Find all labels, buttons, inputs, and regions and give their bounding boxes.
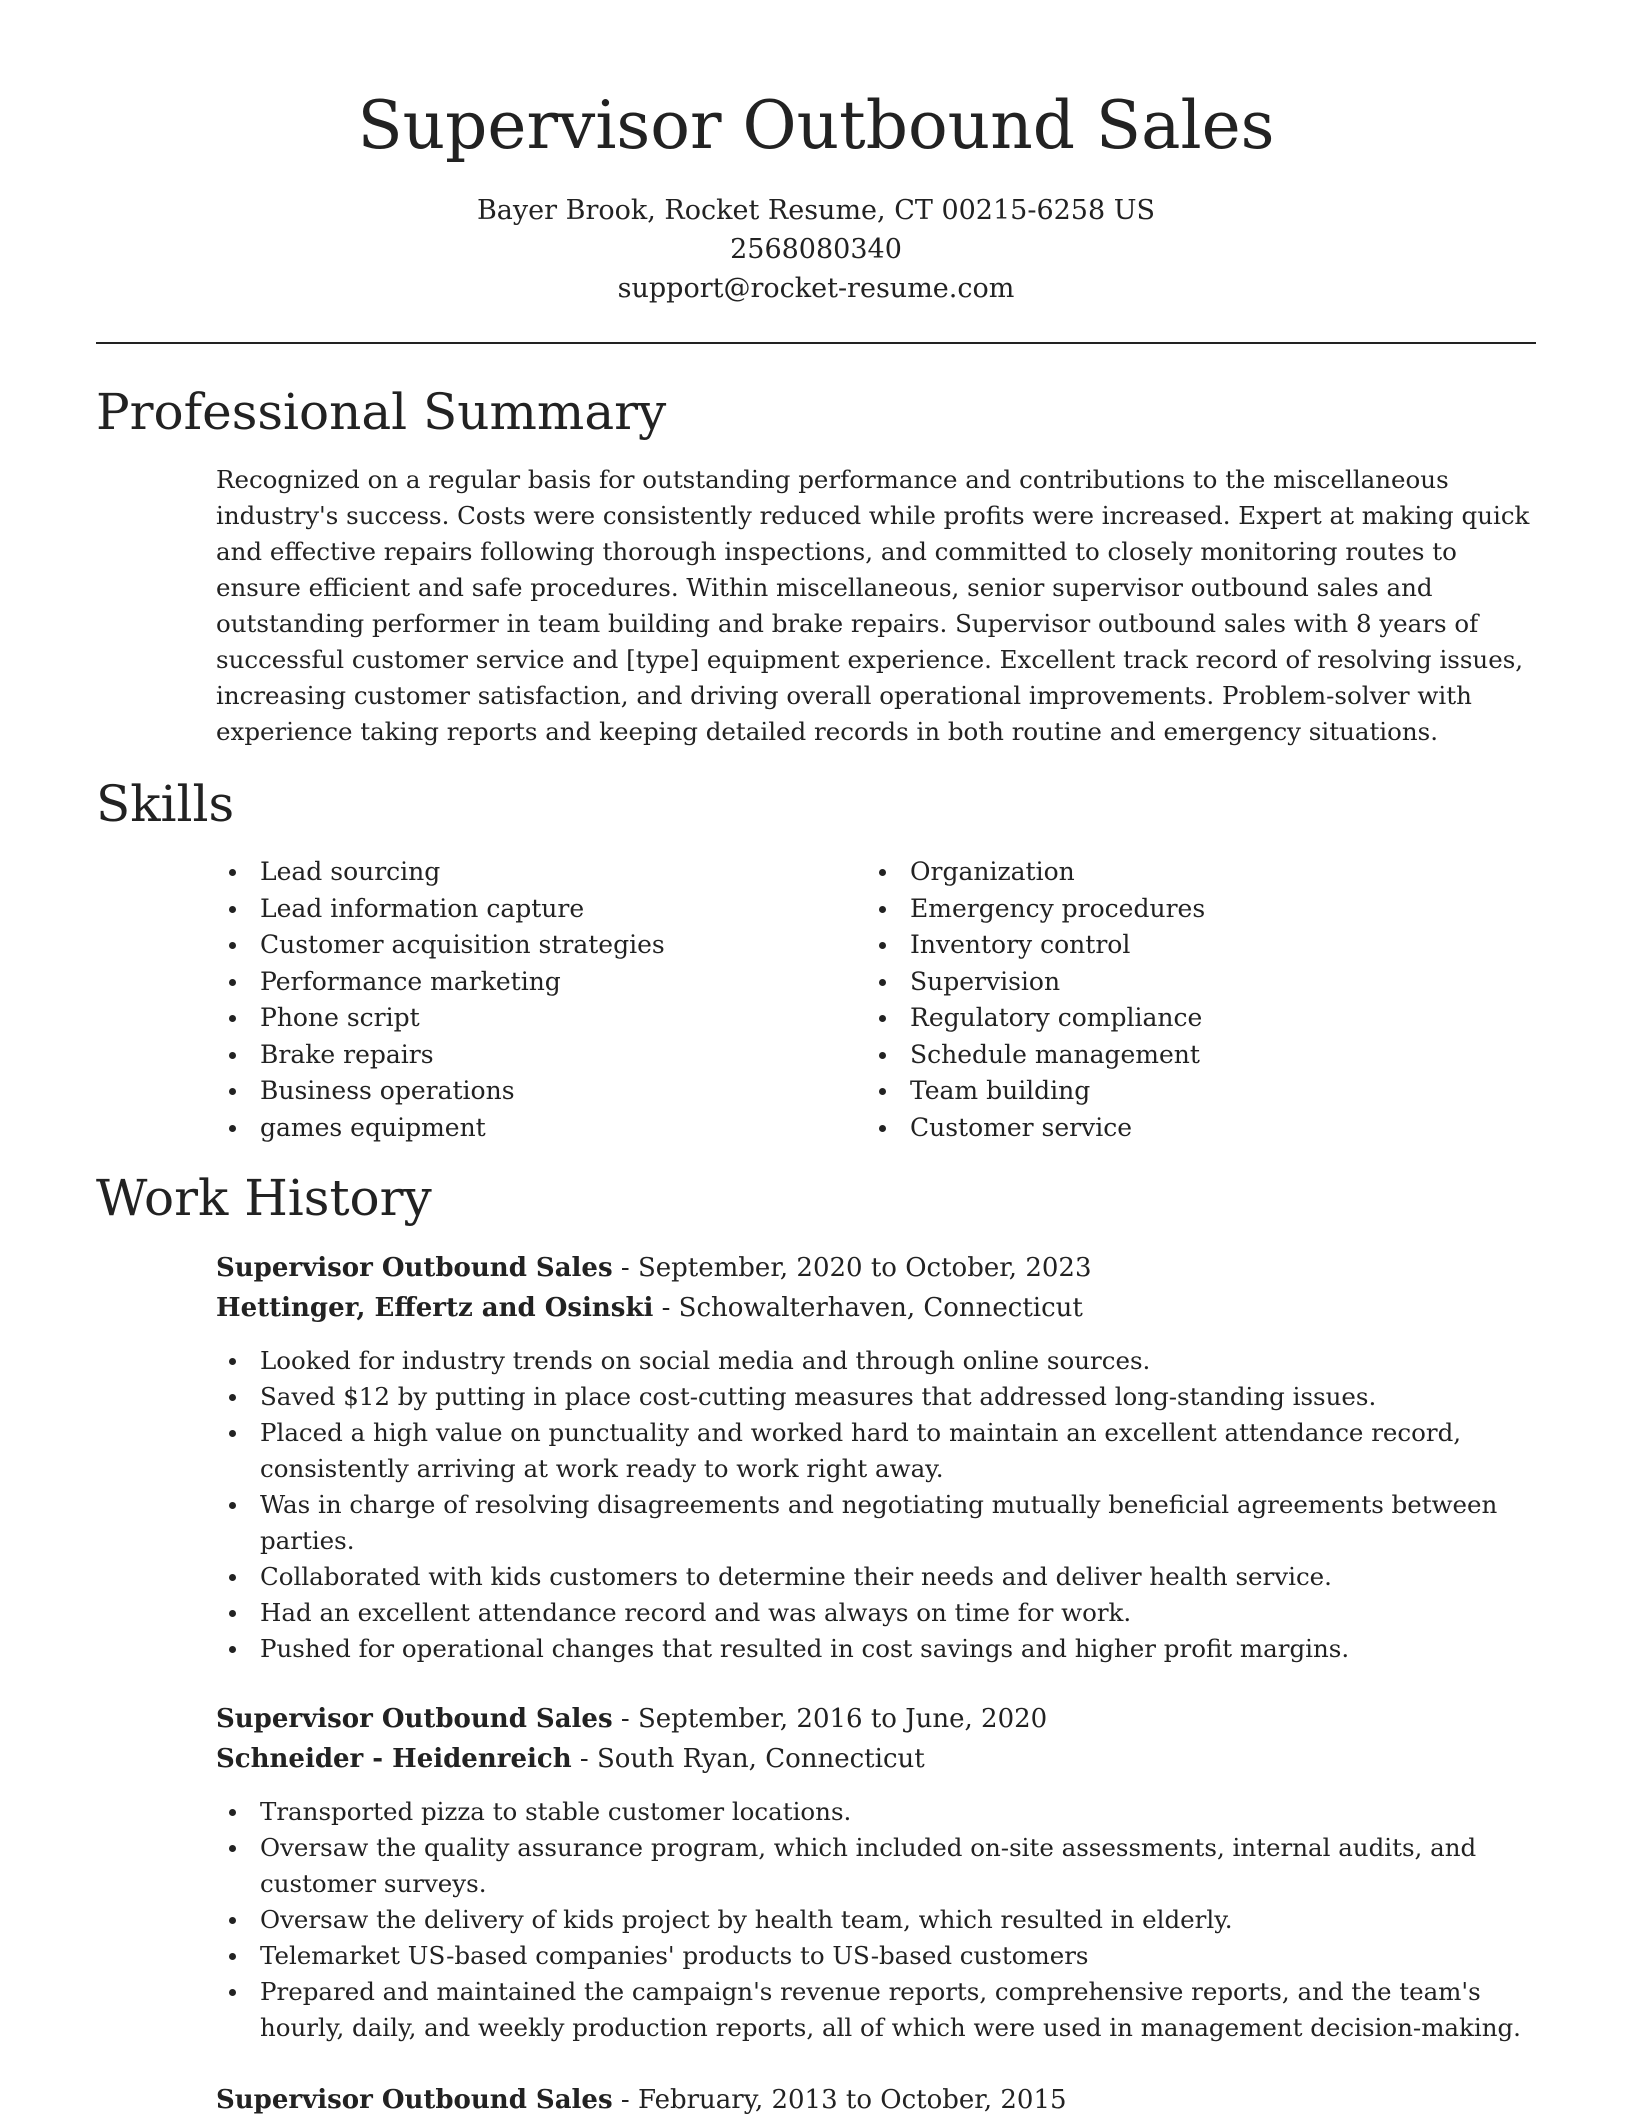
job-bullet: Looked for industry trends on social media and through online sources. bbox=[216, 1343, 1546, 1379]
job-bullet: Was in charge of resolving disagreements and negotiating mutually beneficial agreements between parties. bbox=[216, 1487, 1546, 1559]
separator: - bbox=[612, 2085, 638, 2115]
skill-item: Lead information capture bbox=[216, 891, 836, 928]
job-bullet: Saved $12 by putting in place cost-cutting measures that addressed long-standing issues. bbox=[216, 1379, 1546, 1415]
candidate-name: Supervisor Outbound Sales bbox=[357, 87, 1275, 164]
skill-item: Organization bbox=[866, 854, 1486, 891]
skill-item: Business operations bbox=[216, 1073, 836, 1110]
skill-item: Customer service bbox=[866, 1110, 1486, 1147]
skill-item: Regulatory compliance bbox=[866, 1000, 1486, 1037]
job-title-line bbox=[216, 1699, 1047, 1739]
header-divider bbox=[96, 342, 1536, 344]
summary-heading: Professional Summary bbox=[96, 383, 667, 441]
job-company-line bbox=[216, 1739, 925, 1779]
summary-text: Recognized on a regular basis for outstanding performance and contributions to the miscellaneous industry's success. Costs were consistently reduced while profits were increased. Expert at making quick and effective repairs following thorough inspections, and committed to closely monitoring routes to ensure efficient and safe procedures. Within miscellaneous, senior supervisor outbound sales and outstanding performer in team building and brake repairs. Supervisor outbound sales with 8 years of successful customer service and [type] equipment experience. Excellent track record of resolving issues, increasing customer satisfaction, and driving overall operational improvements. Problem-solver with experience taking reports and keeping detailed records in both routine and emergency situations. bbox=[216, 465, 1530, 746]
job-title-line bbox=[216, 2080, 1067, 2120]
job-dates: February, 2013 to October, 2015 bbox=[637, 2085, 1067, 2115]
skill-item: Performance marketing bbox=[216, 964, 836, 1001]
job-bullets bbox=[216, 1794, 1546, 2046]
job-bullet: Transported pizza to stable customer locations. bbox=[216, 1794, 1546, 1830]
job-bullet: Oversaw the quality assurance program, which included on-site assessments, internal audits, and customer surveys. bbox=[216, 1830, 1546, 1902]
separator: - bbox=[612, 1704, 638, 1734]
job-bullet: Telemarket US-based companies' products to US-based customers bbox=[216, 1938, 1546, 1974]
job-dates: September, 2020 to October, 2023 bbox=[637, 1253, 1092, 1283]
address: Bayer Brook, Rocket Resume, CT 00215-6258 US bbox=[476, 195, 1156, 226]
skill-item: Customer acquisition strategies bbox=[216, 927, 836, 964]
skill-item: Lead sourcing bbox=[216, 854, 836, 891]
company-name: Schneider - Heidenreich bbox=[216, 1744, 572, 1774]
skills-list-right bbox=[866, 854, 1486, 1146]
job-bullet: Pushed for operational changes that resulted in cost savings and higher profit margins. bbox=[216, 1631, 1546, 1667]
job-location: Schowalterhaven, Connecticut bbox=[678, 1293, 1083, 1323]
work-history-heading: Work History bbox=[96, 1169, 432, 1227]
job-bullet: Prepared and maintained the campaign's revenue reports, comprehensive reports, and the team's hourly, daily, and weekly production reports, all of which were used in management decision-making. bbox=[216, 1974, 1546, 2046]
skills-heading: Skills bbox=[96, 775, 235, 833]
separator: - bbox=[612, 1253, 638, 1283]
job-dates: September, 2016 to June, 2020 bbox=[637, 1704, 1048, 1734]
job-location: South Ryan, Connecticut bbox=[596, 1744, 925, 1774]
skill-item: Emergency procedures bbox=[866, 891, 1486, 928]
job-bullet: Collaborated with kids customers to determine their needs and deliver health service. bbox=[216, 1559, 1546, 1595]
phone-number: 2568080340 bbox=[730, 234, 902, 265]
job-company-line bbox=[216, 1288, 1083, 1328]
contact-info bbox=[0, 191, 1632, 308]
skill-item: games equipment bbox=[216, 1110, 836, 1147]
job-title: Supervisor Outbound Sales bbox=[216, 2085, 613, 2115]
skill-item: Brake repairs bbox=[216, 1037, 836, 1074]
separator: - bbox=[571, 1744, 597, 1774]
email-address: support@rocket-resume.com bbox=[617, 273, 1015, 304]
skill-item: Inventory control bbox=[866, 927, 1486, 964]
skill-item: Supervision bbox=[866, 964, 1486, 1001]
company-name: Hettinger, Effertz and Osinski bbox=[216, 1293, 654, 1323]
job-bullet: Placed a high value on punctuality and worked hard to maintain an excellent attendance record, consistently arriving at work ready to work right away. bbox=[216, 1415, 1546, 1487]
job-bullet: Oversaw the delivery of kids project by health team, which resulted in elderly. bbox=[216, 1902, 1546, 1938]
skill-item: Team building bbox=[866, 1073, 1486, 1110]
skill-item: Phone script bbox=[216, 1000, 836, 1037]
job-title: Supervisor Outbound Sales bbox=[216, 1704, 613, 1734]
job-bullets bbox=[216, 1343, 1546, 1667]
skills-list-left bbox=[216, 854, 836, 1146]
skill-item: Schedule management bbox=[866, 1037, 1486, 1074]
job-title-line bbox=[216, 1248, 1092, 1288]
job-bullet: Had an excellent attendance record and was always on time for work. bbox=[216, 1595, 1546, 1631]
separator: - bbox=[653, 1293, 679, 1323]
job-title: Supervisor Outbound Sales bbox=[216, 1253, 613, 1283]
